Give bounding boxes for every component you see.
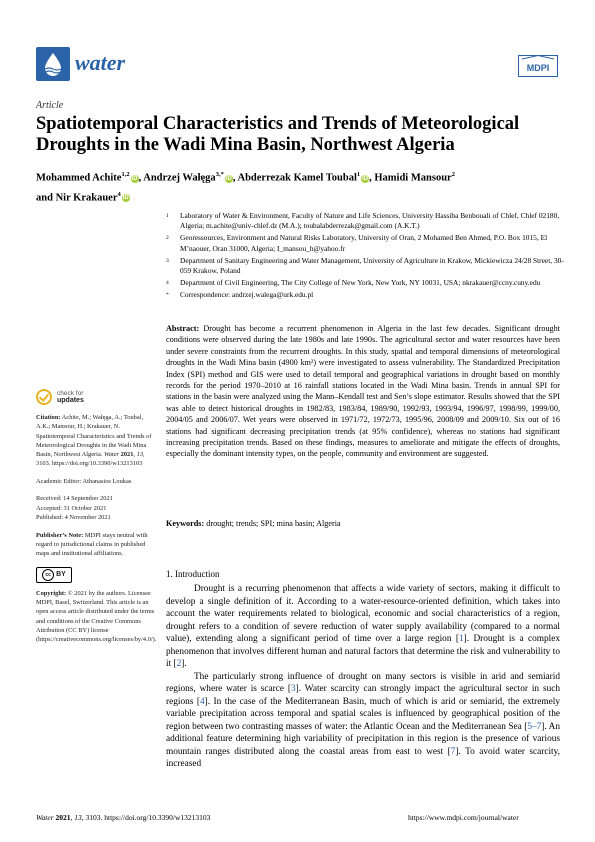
introduction-body — [166, 583, 560, 771]
keywords-label: Keywords: — [166, 519, 205, 528]
affiliation-item — [166, 211, 566, 231]
check-updates-line1: check for — [57, 390, 84, 397]
copyright — [36, 589, 156, 645]
publisher-note — [36, 531, 156, 559]
footer-volume: 13 — [74, 813, 82, 822]
check-updates-line2: updates — [57, 397, 84, 404]
publication-dates — [36, 494, 156, 523]
paragraph — [166, 671, 560, 771]
paragraph — [166, 583, 560, 671]
affiliation-item — [166, 278, 566, 288]
footer-year: 2021 — [55, 813, 71, 822]
section-heading-introduction: 1. Introduction — [166, 569, 220, 579]
affiliation-number: 1 — [166, 213, 169, 219]
author-name: Hamidi Mansour — [374, 172, 452, 184]
citation-label: Citation: — [36, 414, 61, 421]
paragraph-text: Drought is a recurring phenomenon that affects a wide variety of sectors, making it difficult to develop a single definition of it. According to a water-resource-oriented definition, which takes into account the water requirements related to biological, economic and social characteristics of a region, drought refers to a condition of severe reduction of water supply availability (compared to a normal value), extending along a significant period of time over a large region [ — [166, 584, 560, 644]
journal-logo-icon — [36, 47, 70, 81]
affiliation-item — [166, 256, 566, 276]
authors-joiner: and — [36, 192, 53, 203]
copyright-label: Copyright: — [36, 589, 67, 597]
journal-name: water — [75, 50, 126, 75]
article-type: Article — [36, 100, 64, 111]
author-name: Andrzej Wałęga — [143, 172, 216, 184]
cc-by-license-icon[interactable]: cc BY — [36, 567, 72, 583]
check-for-updates-button[interactable] — [36, 389, 156, 405]
affiliation-text: Laboratory of Water & Environment, Faculty of Nature and Life Sciences, University Hassiba Benbouali of Chlef, Chlef 02180, Algeria; m.achite@univ-chlef.dz (M.A.); toubalabderrezak@gmail.com (A.K.T.) — [180, 211, 560, 231]
article-title: Spatiotemporal Characteristics and Trends of Meteorological Droughts in the Wadi Mina Basin, Northwest Algeria — [36, 114, 520, 155]
orcid-icon[interactable]: iD — [362, 175, 369, 182]
cc-logo-text: cc — [42, 569, 54, 581]
citation-text: Achite, M.; Wałęga, A.; Toubal, A.K.; Mansour, H.; Krakauer, N. Spatiotemporal Characteristics and Trends of Meteorological Droughts in the Wadi Mina Basin, Northwest Algeria. — [36, 414, 152, 459]
author-affiliation: 2 — [451, 171, 455, 178]
affiliation-item — [166, 233, 566, 253]
author-name: Nir Krakauer — [55, 192, 118, 203]
author-affiliation: 1,2 — [121, 171, 130, 178]
footer-journal: Water — [36, 813, 54, 822]
citation-volume: 13 — [136, 451, 144, 459]
orcid-icon[interactable]: iD — [225, 175, 232, 182]
author-affiliation: 4 — [117, 190, 121, 198]
affiliations — [166, 211, 566, 303]
check-updates-icon — [36, 389, 52, 405]
keywords-text: drought; trends; SPI; mina basin; Algeria — [206, 519, 341, 528]
affiliation-number: 2 — [166, 235, 169, 242]
citation-link[interactable]: 3 — [291, 684, 296, 694]
footer-journal-url[interactable]: https://www.mdpi.com/journal/water — [408, 813, 519, 822]
orcid-icon[interactable]: iD — [122, 195, 129, 201]
paragraph-text: The particularly strong influence of drought on many sectors is visible in arid and semiarid regions, where water is scarce [ — [166, 671, 560, 694]
publisher-note-text: MDPI stays neutral with regard to jurisdictional claims in published maps and institutional affiliations. — [36, 531, 148, 558]
paragraph-text: ]. Drought is a complex phenomenon that involves different human and natural factors that determine the risk and vulnerability to it [ — [166, 634, 560, 669]
citation-doi[interactable]: , 3103. https://doi.org/10.3390/w13213103 — [36, 451, 145, 468]
orcid-icon[interactable]: iD — [131, 175, 138, 182]
academic-editor: Academic Editor: Athanasios Loukas — [36, 477, 132, 485]
affiliation-number: 4 — [166, 280, 169, 287]
citation-link[interactable]: 4 — [199, 696, 205, 707]
citation-link[interactable]: 5–7 — [527, 721, 542, 732]
correspondence-text[interactable]: Correspondence: andrzej.walega@urk.edu.pl — [180, 290, 314, 300]
affiliation-number: * — [166, 292, 169, 299]
affiliation-number: 3 — [166, 257, 169, 264]
citation-journal: Water — [104, 451, 120, 459]
citation-link[interactable]: 1 — [458, 634, 464, 644]
mdpi-logo-icon — [518, 55, 558, 77]
keywords — [166, 518, 560, 529]
citation: Citation: Achite, M.; Wałęga, A.; Toubal, A.K.; Mansour, H.; Krakauer, N. Spatiotemporal Characteristics and Trends of Meteorological Droughts in the Wadi Mina Basin, Northwest Algeria. Water 2021, 13, 3103. https://doi.org/10.3390/w13213103 — [36, 414, 152, 468]
paragraph-text: ]. To avoid water scarcity, increased — [166, 746, 561, 769]
sidebar — [36, 389, 156, 653]
paragraph-text: ]. Water scarcity can strongly impact the agricultural sector in such regions [ — [166, 684, 560, 707]
affiliation-text: Department of Sanitary Engineering and Water Management, University of Agriculture in Krakow, Mickiewicza 24/28 Street, 30-059 Krakow, Poland — [180, 255, 564, 276]
copyright-text: © 2021 by the authors. Licensee MDPI, Basel, Switzerland. This article is an open access article distributed under the terms and conditions of the Creative Commons Attribution (CC BY) license (https://creativecommons.org/licenses/by/4.0/). — [36, 589, 157, 644]
author-name: Mohammed Achite — [36, 172, 122, 184]
publisher-note-label: Publisher’s Note: — [36, 531, 84, 539]
abstract-text: Drought has become a recurrent phenomenon in Algeria in the last few decades. Significant drought conditions were observed during the late 1980s and late 1990s. The agricultural sector and water resources have been under severe constraints from the recurrent droughts. In this study, spatial and temporal dimensions of meteorological droughts in the Wadi Mina basin (4900 km²) were investigated to assess vulnerability. The Standardized Precipitation Index (SPI) method and GIS were used to detail temporal and geographical variations in drought based on monthly records for the period 1970–2010 at 16 rainfall stations located in the Wadi Mina basin. Trends in annual SPI for stations in the basin were analyzed using the Mann–Kendall test and Sen’s slope estimator. Results showed that the SPI was able to detect historical droughts in 1982/83, 1983/84, 1989/90, 1992/93, 1993/94, 1996/97, 1998/99, 1999/00, 2004/05 and 2006/07. Wet years were observed in 1971/72, 1972/73, 1995/96, 2008/09 and 2009/10. Six out of 16 stations had significant decreasing precipitation trends (at 95% confidence), whereas no stations had significant increasing precipitation trends. Based on these findings, measures to ameliorate and mitigate the effects of droughts, especially the dominant intensity types, on the people, community and environment are suggested. — [166, 324, 561, 459]
citation-link[interactable]: 2 — [176, 659, 182, 669]
author-name: Abderrezak Kamel Toubal — [237, 172, 357, 184]
received-date: Received: 14 September 2021 — [36, 495, 113, 503]
footer-doi[interactable]: , 3103. https://doi.org/10.3390/w13213103 — [81, 813, 211, 822]
footer-citation: Water 2021, 13, 3103. https://doi.org/10.3390/w13213103 — [36, 813, 211, 822]
author-affiliation: 3,* — [215, 171, 224, 178]
accepted-date: Accepted: 31 October 2021 — [36, 504, 107, 512]
mdpi-logo-text: MDPI — [526, 63, 550, 73]
paragraph-text: ]. — [181, 659, 187, 669]
published-date: Published: 4 November 2021 — [36, 514, 111, 522]
correspondence — [166, 290, 566, 300]
affiliation-text: Georessources, Environment and Natural Risks Laboratory, University of Oran, 2 Mohamed Ben Ahmed, P.O. Box 1015, El M’naouer, Oran 31000, Algeria; I_mansou_h@yahoo.fr — [180, 233, 548, 253]
affiliation-text: Department of Civil Engineering, The City College of New York, New York, NY 10031, USA; nkrakauer@ccny.cuny.edu — [180, 278, 541, 288]
abstract — [166, 323, 560, 460]
author-affiliation: 1 — [356, 171, 361, 178]
abstract-label: Abstract: — [166, 324, 200, 333]
citation-year: 2021 — [120, 451, 134, 459]
paragraph-text: ]. In the case of the Mediterranean Basin, much of which is arid or semiarid, the extremely variable precipitation across temporal and spatial scales is influenced by geographical position of the region between two contrasting masses of water: the Atlantic Ocean and the Mediterranean Sea [ — [166, 696, 560, 732]
paragraph-text: ]. An additional feature determining high variability of precipitation in this region is the presence of various mountain ranges distributed along the coastal areas from east to west [ — [166, 721, 560, 757]
author-list: Mohammed Achite$^{1,2}$iD, Andrzej Wałęga$^{3,*}$iD, Abderrezak Kamel Toubal$^1$iD, Hamidi Mansour$^2$ and Nir Krakauer$^4$iD — [36, 171, 455, 203]
citation-link[interactable]: 7 — [450, 746, 456, 757]
